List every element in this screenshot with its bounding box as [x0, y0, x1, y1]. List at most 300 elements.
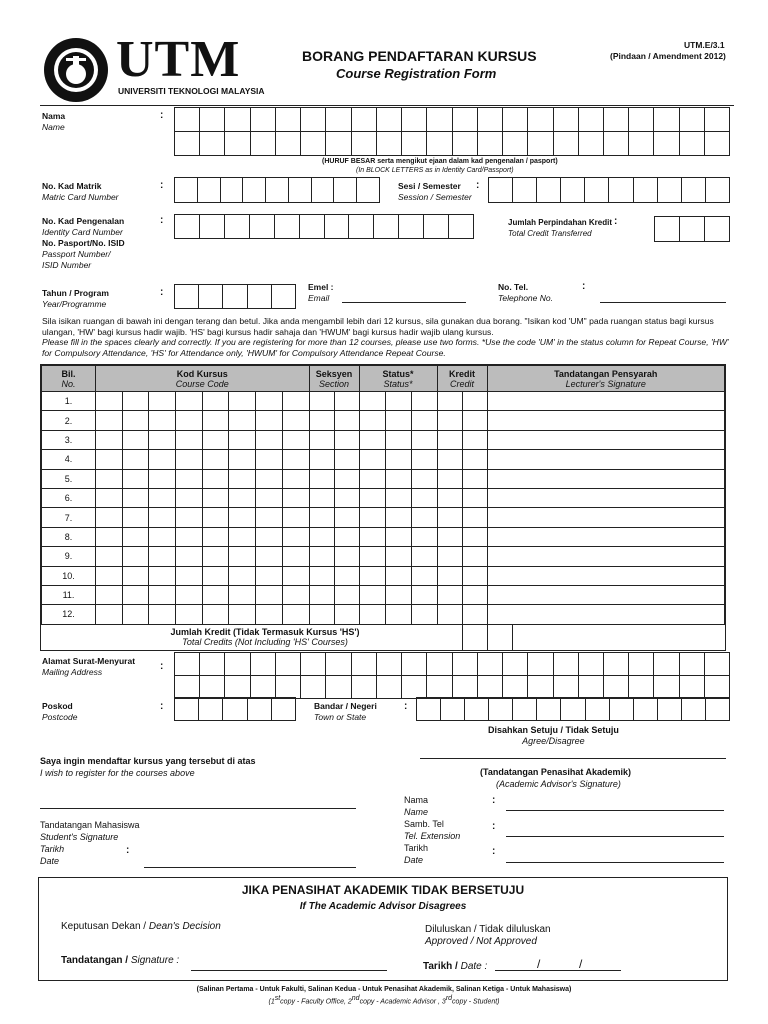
input-box[interactable]: [448, 215, 473, 238]
course-code-box[interactable]: [202, 585, 229, 604]
course-code-box[interactable]: [282, 585, 309, 604]
course-code-box[interactable]: [256, 411, 283, 430]
status-box[interactable]: [385, 411, 411, 430]
credit-box[interactable]: [437, 527, 462, 546]
status-box[interactable]: [411, 392, 437, 411]
course-code-box[interactable]: [96, 566, 123, 585]
status-box[interactable]: [359, 508, 385, 527]
course-code-box[interactable]: [282, 605, 309, 624]
status-box[interactable]: [411, 411, 437, 430]
course-code-box[interactable]: [96, 547, 123, 566]
course-code-box[interactable]: [176, 605, 203, 624]
input-box[interactable]: [464, 698, 488, 720]
input-box[interactable]: [608, 178, 632, 202]
credit-box[interactable]: [437, 488, 462, 507]
input-box[interactable]: [584, 178, 608, 202]
course-code-box[interactable]: [122, 411, 149, 430]
status-box[interactable]: [385, 450, 411, 469]
status-box[interactable]: [359, 392, 385, 411]
input-box[interactable]: [199, 676, 224, 698]
input-box[interactable]: [679, 653, 704, 675]
course-code-box[interactable]: [202, 605, 229, 624]
course-code-box[interactable]: [229, 527, 256, 546]
input-box[interactable]: [288, 178, 311, 202]
input-box[interactable]: [401, 653, 426, 675]
lecturer-signature-cell[interactable]: [487, 469, 725, 488]
input-box[interactable]: [426, 132, 451, 155]
section-box[interactable]: [309, 488, 334, 507]
input-box[interactable]: [536, 698, 560, 720]
course-code-box[interactable]: [149, 450, 176, 469]
course-code-box[interactable]: [96, 392, 123, 411]
course-code-box[interactable]: [282, 392, 309, 411]
input-box[interactable]: [398, 215, 423, 238]
input-box[interactable]: [426, 653, 451, 675]
course-code-box[interactable]: [282, 430, 309, 449]
input-box[interactable]: [299, 215, 324, 238]
input-box[interactable]: [681, 698, 705, 720]
input-box[interactable]: [560, 178, 584, 202]
input-box[interactable]: [351, 653, 376, 675]
course-code-box[interactable]: [122, 547, 149, 566]
input-box[interactable]: [553, 108, 578, 131]
input-box[interactable]: [585, 698, 609, 720]
course-code-box[interactable]: [202, 547, 229, 566]
input-box[interactable]: [578, 676, 603, 698]
input-box[interactable]: [477, 108, 502, 131]
section-box[interactable]: [334, 469, 359, 488]
input-box[interactable]: [275, 653, 300, 675]
input-box[interactable]: [175, 178, 197, 202]
section-box[interactable]: [334, 450, 359, 469]
lecturer-signature-cell[interactable]: [487, 392, 725, 411]
course-code-box[interactable]: [256, 527, 283, 546]
input-box[interactable]: [197, 178, 220, 202]
course-code-box[interactable]: [122, 450, 149, 469]
input-box[interactable]: [401, 132, 426, 155]
course-code-box[interactable]: [202, 392, 229, 411]
input-box[interactable]: [705, 698, 729, 720]
input-box[interactable]: [198, 285, 222, 308]
status-box[interactable]: [411, 450, 437, 469]
section-box[interactable]: [309, 450, 334, 469]
course-code-box[interactable]: [202, 527, 229, 546]
course-code-box[interactable]: [256, 450, 283, 469]
status-box[interactable]: [385, 585, 411, 604]
input-box[interactable]: [222, 698, 246, 720]
credit-box[interactable]: [437, 430, 462, 449]
course-code-box[interactable]: [176, 566, 203, 585]
credit-box[interactable]: [437, 450, 462, 469]
course-code-box[interactable]: [256, 469, 283, 488]
input-box[interactable]: [300, 653, 325, 675]
input-box[interactable]: [477, 653, 502, 675]
input-box[interactable]: [220, 178, 243, 202]
course-code-box[interactable]: [122, 605, 149, 624]
input-box[interactable]: [603, 676, 628, 698]
course-code-box[interactable]: [282, 411, 309, 430]
input-box[interactable]: [274, 215, 299, 238]
input-box[interactable]: [175, 653, 199, 675]
input-box[interactable]: [222, 285, 246, 308]
input-box[interactable]: [250, 676, 275, 698]
input-box[interactable]: [603, 132, 628, 155]
input-box[interactable]: [536, 178, 560, 202]
status-box[interactable]: [411, 547, 437, 566]
input-box[interactable]: [487, 624, 512, 650]
course-code-box[interactable]: [122, 527, 149, 546]
input-box[interactable]: [502, 676, 527, 698]
input-box[interactable]: [401, 108, 426, 131]
advisor-date-line[interactable]: [506, 862, 724, 863]
input-box[interactable]: [609, 698, 633, 720]
section-box[interactable]: [309, 547, 334, 566]
input-box[interactable]: [705, 178, 729, 202]
course-code-box[interactable]: [176, 527, 203, 546]
town-input-grid[interactable]: [416, 697, 730, 721]
dean-date-line[interactable]: [495, 970, 621, 971]
input-box[interactable]: [679, 132, 704, 155]
course-code-box[interactable]: [96, 527, 123, 546]
input-box[interactable]: [250, 132, 275, 155]
input-box[interactable]: [477, 132, 502, 155]
section-box[interactable]: [334, 585, 359, 604]
section-box[interactable]: [334, 488, 359, 507]
input-box[interactable]: [489, 178, 512, 202]
input-box[interactable]: [426, 108, 451, 131]
credit-box[interactable]: [462, 450, 487, 469]
input-box[interactable]: [199, 653, 224, 675]
course-code-box[interactable]: [229, 547, 256, 566]
course-code-box[interactable]: [229, 585, 256, 604]
credit-transfer-input[interactable]: [654, 216, 730, 242]
section-box[interactable]: [309, 566, 334, 585]
status-box[interactable]: [385, 566, 411, 585]
input-box[interactable]: [440, 698, 464, 720]
course-code-box[interactable]: [149, 547, 176, 566]
credit-box[interactable]: [462, 585, 487, 604]
credit-box[interactable]: [437, 508, 462, 527]
input-box[interactable]: [628, 108, 653, 131]
input-box[interactable]: [199, 132, 224, 155]
input-box[interactable]: [553, 132, 578, 155]
status-box[interactable]: [359, 527, 385, 546]
input-box[interactable]: [463, 624, 487, 650]
credit-box[interactable]: [462, 508, 487, 527]
lecturer-signature-cell[interactable]: [487, 450, 725, 469]
input-box[interactable]: [250, 653, 275, 675]
input-box[interactable]: [477, 676, 502, 698]
lecturer-signature-cell[interactable]: [487, 430, 725, 449]
input-box[interactable]: [679, 108, 704, 131]
input-box[interactable]: [653, 676, 678, 698]
input-box[interactable]: [325, 108, 350, 131]
input-box[interactable]: [560, 698, 584, 720]
lecturer-signature-cell[interactable]: [487, 547, 725, 566]
status-box[interactable]: [385, 488, 411, 507]
status-box[interactable]: [411, 566, 437, 585]
input-box[interactable]: [376, 676, 401, 698]
course-code-box[interactable]: [256, 430, 283, 449]
course-code-box[interactable]: [229, 508, 256, 527]
course-code-box[interactable]: [149, 605, 176, 624]
status-box[interactable]: [411, 508, 437, 527]
credit-box[interactable]: [437, 585, 462, 604]
input-box[interactable]: [224, 215, 249, 238]
input-box[interactable]: [325, 653, 350, 675]
course-code-box[interactable]: [282, 469, 309, 488]
input-box[interactable]: [633, 178, 657, 202]
input-box[interactable]: [175, 285, 198, 308]
credit-box[interactable]: [437, 411, 462, 430]
input-box[interactable]: [704, 108, 729, 131]
status-box[interactable]: [359, 430, 385, 449]
section-box[interactable]: [309, 527, 334, 546]
input-box[interactable]: [502, 132, 527, 155]
input-box[interactable]: [553, 653, 578, 675]
input-box[interactable]: [175, 215, 199, 238]
input-box[interactable]: [175, 676, 199, 698]
course-code-box[interactable]: [176, 508, 203, 527]
input-box[interactable]: [311, 178, 334, 202]
lecturer-signature-cell[interactable]: [487, 508, 725, 527]
ic-input-grid[interactable]: [174, 214, 474, 239]
status-box[interactable]: [385, 469, 411, 488]
input-box[interactable]: [704, 132, 729, 155]
course-code-box[interactable]: [122, 430, 149, 449]
section-box[interactable]: [334, 547, 359, 566]
course-code-box[interactable]: [149, 392, 176, 411]
course-code-box[interactable]: [282, 450, 309, 469]
session-input-grid[interactable]: [488, 177, 730, 203]
lecturer-signature-cell[interactable]: [487, 411, 725, 430]
course-code-box[interactable]: [229, 566, 256, 585]
input-box[interactable]: [198, 698, 222, 720]
course-code-box[interactable]: [202, 508, 229, 527]
input-box[interactable]: [426, 676, 451, 698]
input-box[interactable]: [653, 132, 678, 155]
status-box[interactable]: [411, 430, 437, 449]
credit-box[interactable]: [437, 547, 462, 566]
course-code-box[interactable]: [256, 566, 283, 585]
input-box[interactable]: [527, 653, 552, 675]
input-box[interactable]: [373, 215, 398, 238]
course-code-box[interactable]: [176, 411, 203, 430]
input-box[interactable]: [653, 653, 678, 675]
status-box[interactable]: [385, 527, 411, 546]
credit-box[interactable]: [462, 547, 487, 566]
input-box[interactable]: [175, 698, 198, 720]
input-box[interactable]: [628, 653, 653, 675]
input-box[interactable]: [376, 653, 401, 675]
input-box[interactable]: [527, 108, 552, 131]
section-box[interactable]: [309, 605, 334, 624]
course-code-box[interactable]: [176, 585, 203, 604]
course-code-box[interactable]: [149, 469, 176, 488]
input-box[interactable]: [325, 676, 350, 698]
input-box[interactable]: [376, 132, 401, 155]
input-box[interactable]: [628, 132, 653, 155]
course-code-box[interactable]: [282, 566, 309, 585]
course-code-box[interactable]: [282, 488, 309, 507]
credit-box[interactable]: [437, 566, 462, 585]
input-box[interactable]: [300, 676, 325, 698]
input-box[interactable]: [603, 108, 628, 131]
input-box[interactable]: [452, 676, 477, 698]
input-box[interactable]: [512, 178, 536, 202]
course-code-box[interactable]: [96, 411, 123, 430]
section-box[interactable]: [334, 566, 359, 585]
input-box[interactable]: [603, 653, 628, 675]
course-code-box[interactable]: [229, 392, 256, 411]
course-code-box[interactable]: [229, 469, 256, 488]
input-box[interactable]: [633, 698, 657, 720]
course-code-box[interactable]: [96, 450, 123, 469]
input-box[interactable]: [249, 215, 274, 238]
mailing-address-grid[interactable]: [174, 652, 730, 699]
advisor-ext-line[interactable]: [506, 836, 724, 837]
course-code-box[interactable]: [96, 488, 123, 507]
input-box[interactable]: [242, 178, 265, 202]
section-box[interactable]: [334, 527, 359, 546]
course-code-box[interactable]: [202, 488, 229, 507]
input-box[interactable]: [488, 698, 512, 720]
credit-box[interactable]: [462, 488, 487, 507]
course-code-box[interactable]: [149, 508, 176, 527]
lecturer-signature-cell[interactable]: [487, 527, 725, 546]
input-box[interactable]: [247, 285, 271, 308]
course-code-box[interactable]: [202, 450, 229, 469]
course-code-box[interactable]: [122, 469, 149, 488]
credit-box[interactable]: [437, 392, 462, 411]
section-box[interactable]: [309, 411, 334, 430]
lecturer-signature-cell[interactable]: [487, 605, 725, 624]
course-code-box[interactable]: [256, 547, 283, 566]
course-code-box[interactable]: [149, 430, 176, 449]
course-code-box[interactable]: [256, 508, 283, 527]
course-code-box[interactable]: [282, 547, 309, 566]
status-box[interactable]: [385, 547, 411, 566]
input-box[interactable]: [417, 698, 440, 720]
year-input-grid[interactable]: [174, 284, 296, 309]
course-code-box[interactable]: [149, 411, 176, 430]
section-box[interactable]: [334, 430, 359, 449]
input-box[interactable]: [325, 132, 350, 155]
input-box[interactable]: [423, 215, 448, 238]
credit-box[interactable]: [462, 392, 487, 411]
input-box[interactable]: [452, 132, 477, 155]
input-box[interactable]: [247, 698, 271, 720]
course-code-box[interactable]: [229, 411, 256, 430]
course-code-box[interactable]: [229, 450, 256, 469]
course-code-box[interactable]: [256, 605, 283, 624]
input-box[interactable]: [655, 217, 679, 241]
email-input-line[interactable]: [342, 302, 466, 303]
course-code-box[interactable]: [149, 566, 176, 585]
course-code-box[interactable]: [96, 469, 123, 488]
course-code-box[interactable]: [96, 430, 123, 449]
course-code-box[interactable]: [229, 488, 256, 507]
course-code-box[interactable]: [122, 488, 149, 507]
input-box[interactable]: [704, 653, 729, 675]
credit-box[interactable]: [437, 469, 462, 488]
status-box[interactable]: [359, 585, 385, 604]
telephone-input-line[interactable]: [600, 302, 726, 303]
status-box[interactable]: [385, 605, 411, 624]
student-signature-line[interactable]: [40, 808, 356, 809]
advisor-signature-line[interactable]: [420, 758, 726, 759]
input-box[interactable]: [348, 215, 373, 238]
input-box[interactable]: [527, 676, 552, 698]
advisor-name-line[interactable]: [506, 810, 724, 811]
input-box[interactable]: [401, 676, 426, 698]
course-code-box[interactable]: [96, 585, 123, 604]
course-code-box[interactable]: [149, 488, 176, 507]
name-input-grid[interactable]: [174, 107, 730, 156]
matric-input-grid[interactable]: [174, 177, 380, 203]
input-box[interactable]: [657, 698, 681, 720]
status-box[interactable]: [385, 508, 411, 527]
input-box[interactable]: [628, 676, 653, 698]
input-box[interactable]: [653, 108, 678, 131]
course-code-box[interactable]: [229, 605, 256, 624]
section-box[interactable]: [334, 605, 359, 624]
postcode-input-grid[interactable]: [174, 697, 296, 721]
section-box[interactable]: [309, 585, 334, 604]
input-box[interactable]: [679, 676, 704, 698]
status-box[interactable]: [411, 469, 437, 488]
section-box[interactable]: [334, 411, 359, 430]
course-code-box[interactable]: [176, 392, 203, 411]
input-box[interactable]: [224, 108, 249, 131]
course-code-box[interactable]: [256, 585, 283, 604]
input-box[interactable]: [502, 653, 527, 675]
input-box[interactable]: [356, 178, 379, 202]
input-box[interactable]: [224, 132, 249, 155]
input-box[interactable]: [704, 676, 729, 698]
course-code-box[interactable]: [122, 392, 149, 411]
input-box[interactable]: [199, 108, 224, 131]
credit-box[interactable]: [462, 469, 487, 488]
input-box[interactable]: [527, 132, 552, 155]
course-code-box[interactable]: [176, 488, 203, 507]
section-box[interactable]: [309, 392, 334, 411]
course-code-box[interactable]: [176, 547, 203, 566]
course-code-box[interactable]: [202, 469, 229, 488]
input-box[interactable]: [324, 215, 349, 238]
course-code-box[interactable]: [256, 392, 283, 411]
input-box[interactable]: [376, 108, 401, 131]
input-box[interactable]: [704, 217, 729, 241]
input-box[interactable]: [512, 698, 536, 720]
input-box[interactable]: [452, 108, 477, 131]
dean-signature-line[interactable]: [191, 970, 387, 971]
status-box[interactable]: [411, 527, 437, 546]
status-box[interactable]: [359, 469, 385, 488]
status-box[interactable]: [411, 605, 437, 624]
student-date-line[interactable]: [144, 867, 356, 868]
input-box[interactable]: [578, 653, 603, 675]
status-box[interactable]: [359, 566, 385, 585]
status-box[interactable]: [359, 450, 385, 469]
input-box[interactable]: [199, 215, 224, 238]
section-box[interactable]: [334, 508, 359, 527]
course-code-box[interactable]: [149, 585, 176, 604]
input-box[interactable]: [265, 178, 288, 202]
course-code-box[interactable]: [282, 508, 309, 527]
credit-box[interactable]: [462, 527, 487, 546]
status-box[interactable]: [385, 430, 411, 449]
